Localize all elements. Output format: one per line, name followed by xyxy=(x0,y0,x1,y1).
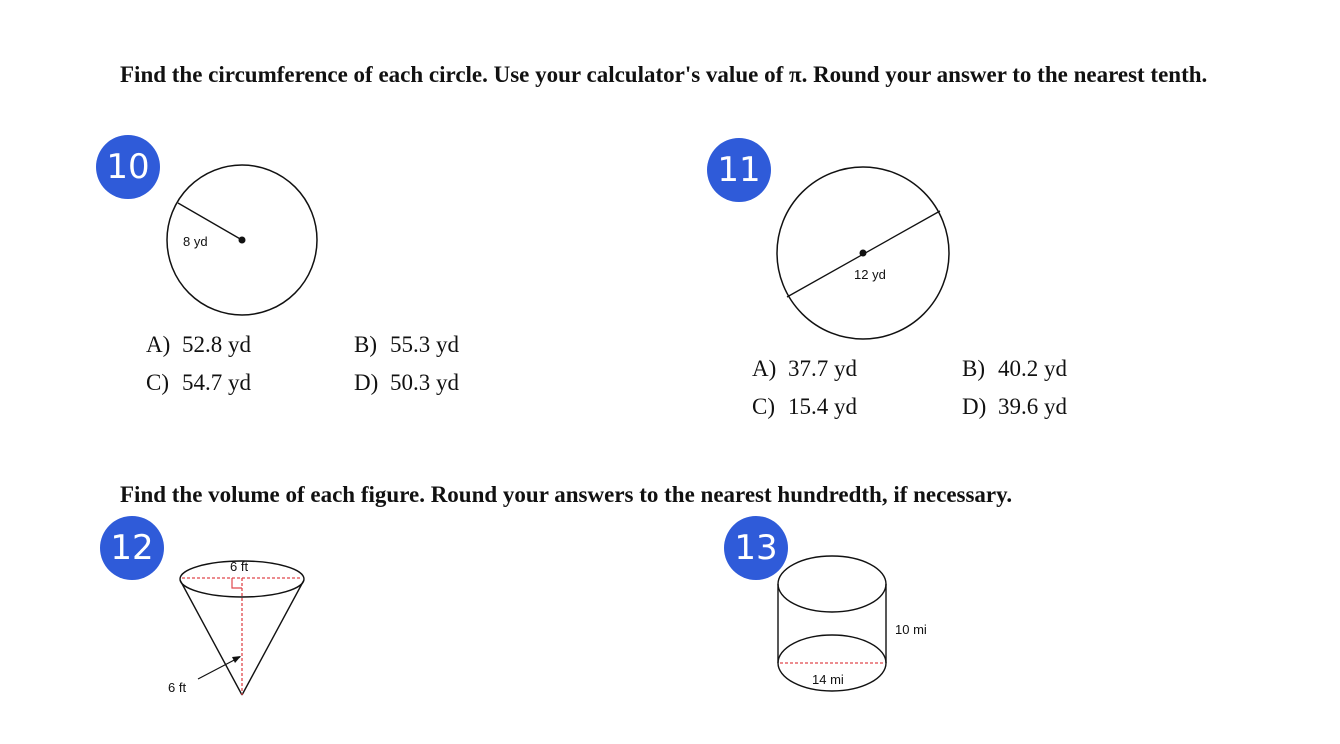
problem-number-badge-10: 10 xyxy=(96,135,160,199)
radius-label: 8 yd xyxy=(183,234,208,249)
cylinder-bottom-back xyxy=(778,635,886,663)
cylinder-figure-13 xyxy=(770,550,950,710)
cone-diameter-label: 6 ft xyxy=(230,559,249,574)
circle-figure-11 xyxy=(770,165,960,345)
instruction-circumference: Find the circumference of each circle. Use your calculator's value of π. Round your answer to the nearest tenth. xyxy=(120,62,1208,87)
circle-figure-10 xyxy=(160,160,330,320)
problem-number-badge-12: 12 xyxy=(100,516,164,580)
choice-10-b[interactable]: B) 55.3 yd xyxy=(354,332,459,357)
problem-number-badge-11: 11 xyxy=(707,138,771,202)
cone-figure-12 xyxy=(160,555,320,705)
cylinder-top-ellipse xyxy=(778,556,886,612)
choice-11-b[interactable]: B) 40.2 yd xyxy=(962,356,1067,381)
choice-11-a[interactable]: A) 37.7 yd xyxy=(752,356,857,381)
diameter-label: 12 yd xyxy=(854,267,886,282)
center-point xyxy=(860,250,867,257)
problem-number-badge-13: 13 xyxy=(724,516,788,580)
cylinder-height-label: 10 mi xyxy=(895,622,927,637)
choice-10-a[interactable]: A) 52.8 yd xyxy=(146,332,251,357)
right-angle-marker xyxy=(232,578,242,588)
choice-10-c[interactable]: C) 54.7 yd xyxy=(146,370,251,395)
center-point xyxy=(239,237,246,244)
arrow-head xyxy=(232,656,241,663)
choice-11-c[interactable]: C) 15.4 yd xyxy=(752,394,857,419)
choice-10-d[interactable]: D) 50.3 yd xyxy=(354,370,459,395)
cylinder-diameter-label: 14 mi xyxy=(812,672,844,687)
choice-11-d[interactable]: D) 39.6 yd xyxy=(962,394,1067,419)
instruction-volume: Find the volume of each figure. Round your answers to the nearest hundredth, if necessary. xyxy=(120,482,1013,507)
cone-height-label: 6 ft xyxy=(168,680,187,695)
